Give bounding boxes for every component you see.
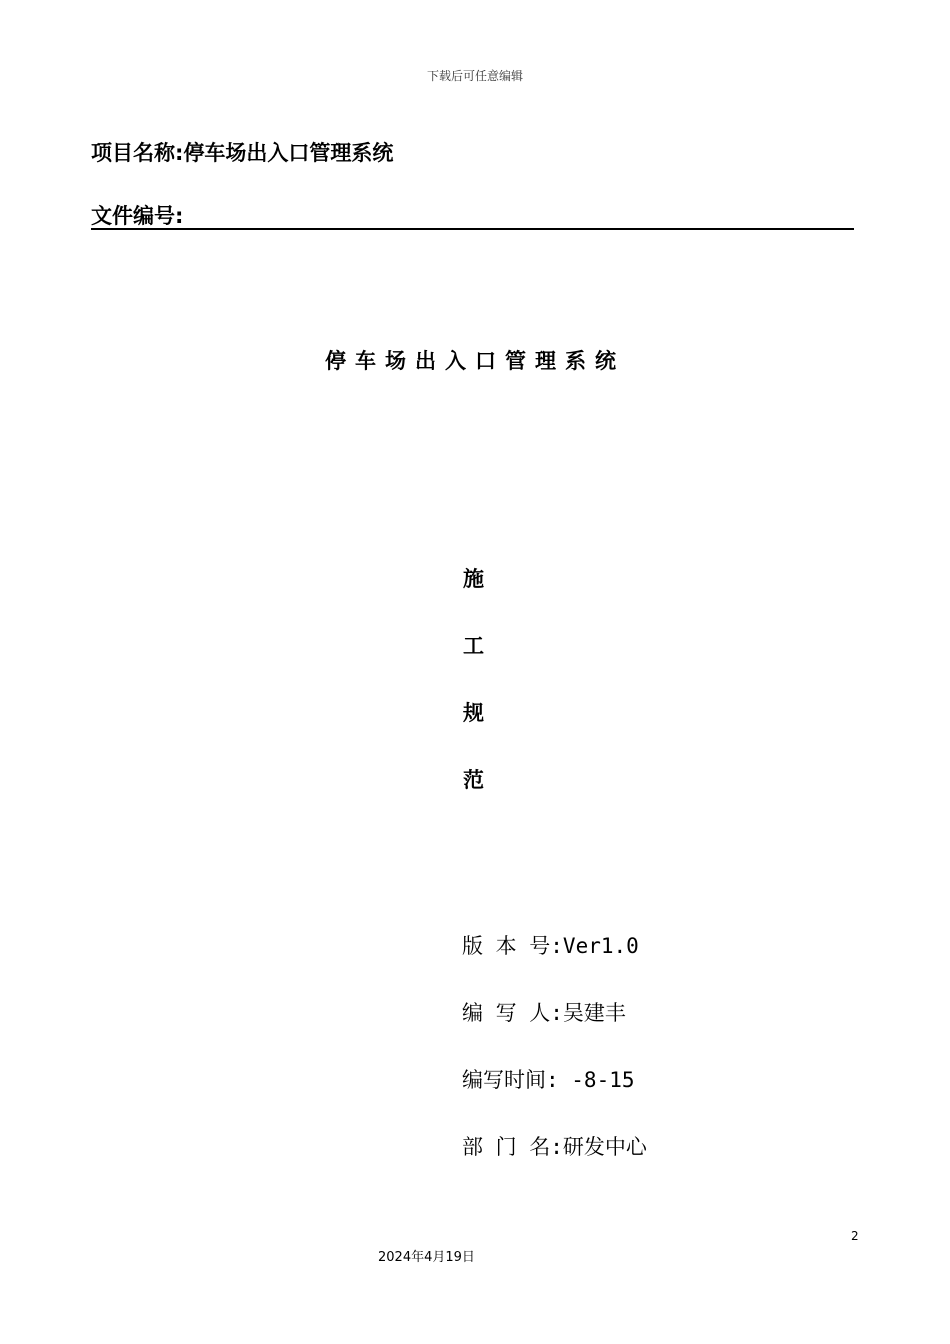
doc-type-char: 施 xyxy=(463,567,484,591)
doc-type-char: 工 xyxy=(463,634,484,658)
page-number: 2 xyxy=(851,1229,859,1243)
date-line: 编写时间: -8-15 xyxy=(462,1068,635,1092)
department-line: 部 门 名:研发中心 xyxy=(462,1135,647,1159)
doc-type-char: 规 xyxy=(463,701,484,725)
main-title: 停车场出入口管理系统 xyxy=(325,349,625,373)
version-line: 版 本 号:Ver1.0 xyxy=(462,934,639,958)
footer-date: 2024年4月19日 xyxy=(378,1250,475,1265)
file-number: 文件编号: xyxy=(91,204,854,230)
project-name: 项目名称:停车场出入口管理系统 xyxy=(91,141,394,165)
author-line: 编 写 人:吴建丰 xyxy=(462,1001,626,1025)
doc-type-char: 范 xyxy=(463,768,484,792)
header-note: 下载后可任意编辑 xyxy=(426,69,523,83)
